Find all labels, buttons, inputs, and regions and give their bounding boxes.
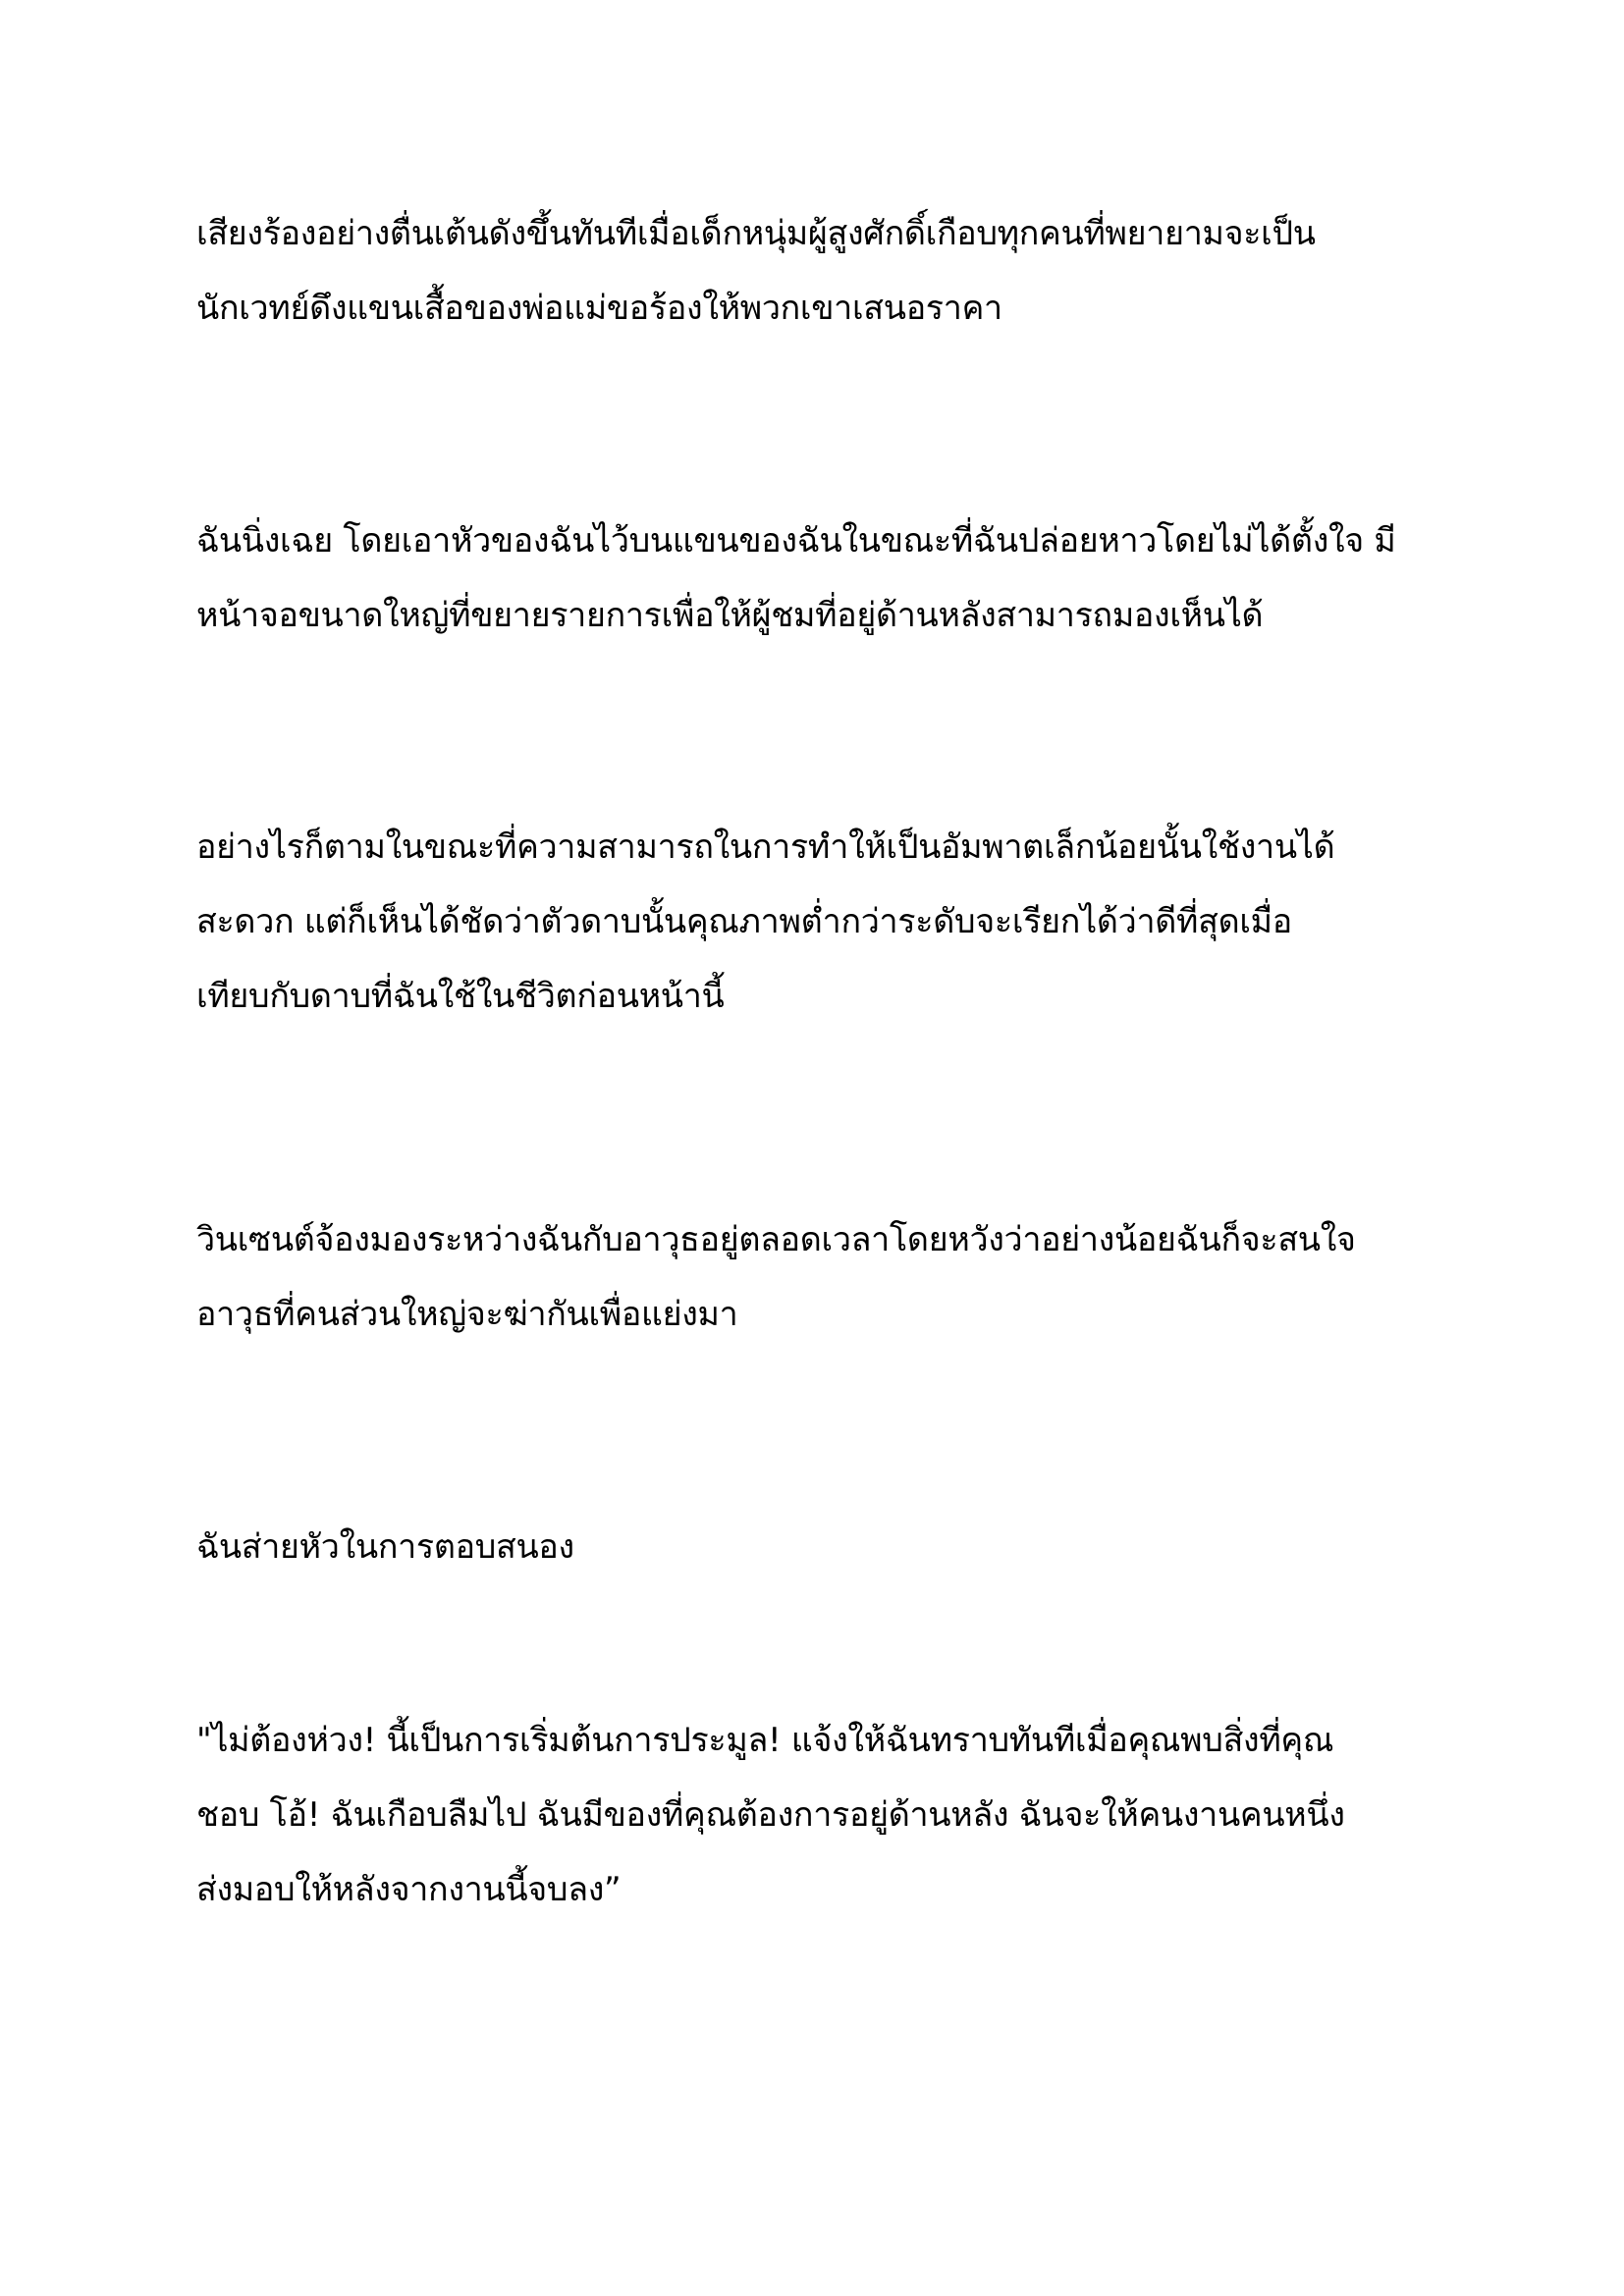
- paragraph-line: เทียบกับดาบที่ฉันใช้ในชีวิตก่อนหน้านี้: [196, 977, 725, 1016]
- paragraph-line: ฉันนิ่งเฉย โดยเอาหัวของฉันไว้บนแขนของฉันในขณะที่ฉันปล่อยหาวโดยไม่ได้ตั้งใจ มี: [196, 521, 1396, 561]
- paragraph-line: สะดวก แต่ก็เห็นได้ชัดว่าตัวดาบนั้นคุณภาพต่ำกว่าระดับจะเรียกได้ว่าดีที่สุดเมื่อ: [196, 902, 1292, 941]
- paragraph-line: เสียงร้องอย่างตื่นเต้นดังขึ้นทันทีเมื่อเด็กหนุ่มผู้สูงศักดิ์เกือบทุกคนที่พยายามจะเป็น: [196, 214, 1316, 253]
- paragraph-line: ส่งมอบให้หลังจากงานนี้จบลง”: [196, 1870, 622, 1909]
- paragraph-4: [196, 1202, 1463, 1352]
- paragraph-5: [196, 1510, 1463, 1584]
- paragraph-3: [196, 810, 1463, 1034]
- paragraph-line: วินเซนต์จ้องมองระหว่างฉันกับอาวุธอยู่ตลอดเวลาโดยหวังว่าอย่างน้อยฉันก็จะสนใจ: [196, 1220, 1356, 1259]
- paragraph-2: [196, 504, 1463, 653]
- paragraph-line: ชอบ โอ้! ฉันเกือบลืมไป ฉันมีของที่คุณต้องการอยู่ด้านหลัง ฉันจะให้คนงานคนหนึ่ง: [196, 1795, 1345, 1835]
- paragraph-line: "ไม่ต้องห่วง! นี้เป็นการเริ่มต้นการประมูล! แจ้งให้ฉันทราบทันทีเมื่อคุณพบสิ่งที่คุณ: [196, 1721, 1334, 1760]
- paragraph-line: อาวุธที่คนส่วนใหญ่จะฆ่ากันเพื่อแย่งมา: [196, 1295, 738, 1334]
- paragraph-line: นักเวทย์ดึงแขนเสื้อของพ่อแม่ขอร้องให้พวกเขาเสนอราคา: [196, 289, 1002, 328]
- paragraph-line: ฉันส่ายหัวในการตอบสนอง: [196, 1527, 574, 1567]
- paragraph-1: [196, 196, 1463, 346]
- paragraph-line: หน้าจอขนาดใหญ่ที่ขยายรายการเพื่อให้ผู้ชมที่อยู่ด้านหลังสามารถมองเห็นได้: [196, 596, 1264, 635]
- paragraph-6: [196, 1703, 1463, 1927]
- paragraph-line: อย่างไรก็ตามในขณะที่ความสามารถในการทำให้เป็นอัมพาตเล็กน้อยนั้นใช้งานได้: [196, 828, 1335, 867]
